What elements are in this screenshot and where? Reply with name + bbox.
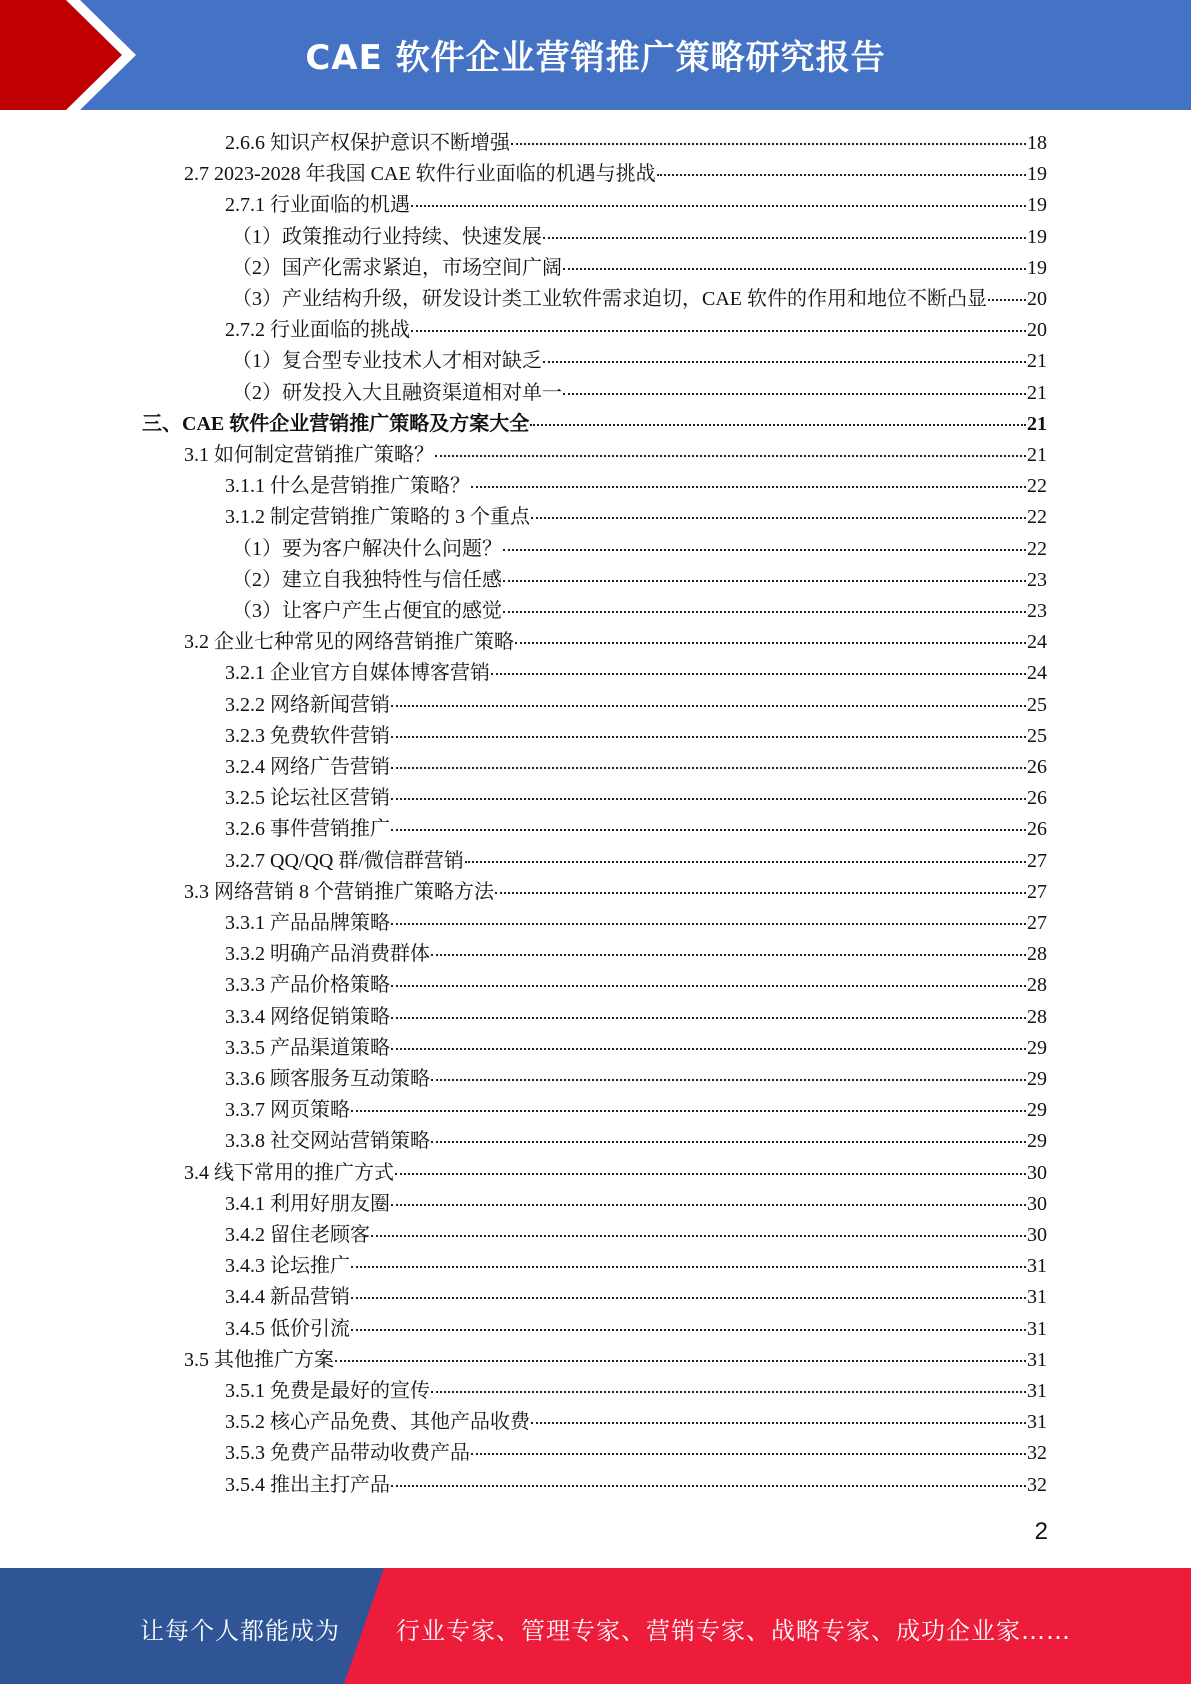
toc-entry[interactable] <box>232 595 1047 623</box>
toc-entry-title: 三、CAE 软件企业营销推广策略及方案大全 <box>142 412 530 435</box>
toc-dot-leader <box>431 1059 1026 1081</box>
toc-dot-leader <box>543 217 1026 239</box>
toc-entry-page: 21 <box>1027 444 1047 466</box>
toc-entry-page: 31 <box>1027 1286 1047 1309</box>
toc-entry[interactable] <box>225 189 1047 217</box>
toc-entry[interactable] <box>225 782 1047 810</box>
toc-entry-title: 3.3.2 明确产品消费群体 <box>225 943 430 966</box>
toc-dot-leader <box>503 529 1026 551</box>
toc-entry-page: 29 <box>1027 1130 1047 1153</box>
toc-entry[interactable] <box>225 501 1047 529</box>
toc-dot-leader <box>431 934 1026 956</box>
toc-entry[interactable] <box>225 907 1047 935</box>
footer-slogan-left: 让每个人都能成为 <box>140 1617 340 1645</box>
toc-entry-page: 27 <box>1027 912 1047 934</box>
toc-entry-page: 19 <box>1027 194 1047 217</box>
toc-dot-leader <box>351 1090 1026 1112</box>
toc-entry[interactable] <box>225 1281 1047 1309</box>
toc-entry[interactable] <box>142 408 1047 436</box>
toc-entry-page: 30 <box>1027 1161 1047 1184</box>
toc-entry-page: 22 <box>1027 506 1047 529</box>
toc-entry[interactable] <box>225 813 1047 841</box>
toc-dot-leader <box>391 716 1026 738</box>
toc-dot-leader <box>530 404 1026 426</box>
toc-entry[interactable] <box>225 1094 1047 1122</box>
toc-entry-page: 26 <box>1027 818 1047 841</box>
header-band <box>0 0 1191 110</box>
toc-dot-leader <box>391 747 1026 769</box>
toc-entry-title: 3.3.3 产品价格策略 <box>225 974 390 997</box>
toc-entry[interactable] <box>225 751 1047 779</box>
toc-entry-title: （1）政策推动行业持续、快速发展 <box>232 225 542 248</box>
report-title: CAE 软件企业营销推广策略研究报告 <box>305 38 886 78</box>
toc-dot-leader <box>491 653 1026 675</box>
toc-entry[interactable] <box>225 1313 1047 1341</box>
toc-entry[interactable] <box>232 283 1047 311</box>
toc-entry-title: 3.2.1 企业官方自媒体博客营销 <box>225 662 490 685</box>
toc-entry-page: 31 <box>1027 1411 1047 1434</box>
toc-entry[interactable] <box>184 1344 1047 1372</box>
toc-entry-page: 21 <box>1027 350 1047 373</box>
toc-entry-page: 21 <box>1027 412 1047 435</box>
toc-dot-leader <box>371 1215 1026 1237</box>
toc-dot-leader <box>563 373 1026 395</box>
toc-entry-page: 30 <box>1027 1192 1047 1215</box>
toc-dot-leader <box>531 1402 1026 1424</box>
toc-entry[interactable] <box>225 127 1047 155</box>
toc-dot-leader <box>391 1465 1026 1487</box>
toc-dot-leader <box>563 248 1026 270</box>
toc-entry-page: 27 <box>1027 880 1047 903</box>
toc-entry-page: 29 <box>1027 1068 1047 1090</box>
toc-entry-title: 3.1 如何制定营销推广策略？ <box>184 444 434 466</box>
toc-entry-title: 3.3 网络营销 8 个营销推广策略方法 <box>184 880 494 903</box>
toc-dot-leader <box>391 1028 1026 1050</box>
toc-entry-title: 3.2.6 事件营销推广 <box>225 818 390 841</box>
toc-dot-leader <box>391 778 1026 800</box>
toc-entry-title: 3.2 企业七种常见的网络营销推广策略 <box>184 631 514 654</box>
toc-entry-title: 3.2.7 QQ/QQ 群/微信群营销 <box>225 849 464 872</box>
toc-dot-leader <box>988 279 1026 301</box>
toc-entry-title: 3.3.4 网络促销策略 <box>225 1005 390 1028</box>
toc-entry[interactable] <box>225 1406 1047 1434</box>
toc-entry-title: 3.3.8 社交网站营销策略 <box>225 1130 430 1153</box>
toc-entry-page: 19 <box>1027 163 1047 186</box>
toc-entry-page: 29 <box>1027 1036 1047 1059</box>
toc-entry[interactable] <box>225 1375 1047 1403</box>
toc-entry[interactable] <box>184 626 1047 654</box>
toc-entry[interactable] <box>232 252 1047 280</box>
footer-band <box>0 1568 1191 1684</box>
toc-dot-leader <box>395 1153 1026 1175</box>
toc-dot-leader <box>543 341 1026 363</box>
toc-entry-title: 3.4.4 新品营销 <box>225 1286 350 1309</box>
toc-dot-leader <box>503 560 1026 582</box>
toc-dot-leader <box>411 310 1026 332</box>
toc-entry[interactable] <box>232 377 1047 405</box>
toc-entry[interactable] <box>225 1250 1047 1278</box>
toc-entry-page: 24 <box>1027 662 1047 685</box>
toc-entry-page: 25 <box>1027 724 1047 747</box>
toc-entry-title: 3.5 其他推广方案 <box>184 1348 334 1371</box>
toc-entry[interactable] <box>225 1188 1047 1216</box>
toc-entry-title: 3.2.3 免费软件营销 <box>225 724 390 747</box>
toc-entry-title: 3.3.6 顾客服务互动策略 <box>225 1068 430 1090</box>
toc-dot-leader <box>465 841 1026 863</box>
toc-entry[interactable] <box>225 938 1047 966</box>
toc-entry-title: （2）建立自我独特性与信任感 <box>232 568 502 591</box>
toc-entry-title: 3.4.3 论坛推广 <box>225 1255 350 1278</box>
toc-entry-title: 2.6.6 知识产权保护意识不断增强 <box>225 132 510 154</box>
toc-dot-leader <box>391 685 1026 707</box>
toc-entry-title: 3.2.4 网络广告营销 <box>225 756 390 778</box>
toc-dot-leader <box>335 1340 1026 1362</box>
toc-entry-title: （3）让客户产生占便宜的感觉 <box>232 600 502 622</box>
toc-entry[interactable] <box>184 876 1047 904</box>
toc-entry-page: 19 <box>1027 256 1047 279</box>
toc-entry-title: 3.3.5 产品渠道策略 <box>225 1036 390 1059</box>
toc-entry[interactable] <box>225 1001 1047 1029</box>
toc-dot-leader <box>391 1184 1026 1206</box>
toc-dot-leader <box>657 154 1026 176</box>
toc-entry-title: （2）国产化需求紧迫，市场空间广阔 <box>232 256 562 279</box>
toc-entry-title: 3.2.2 网络新闻营销 <box>225 693 390 716</box>
toc-entry-title: 3.4 线下常用的推广方式 <box>184 1161 394 1184</box>
toc-entry-page: 28 <box>1027 1005 1047 1028</box>
toc-entry-page: 28 <box>1027 943 1047 966</box>
toc-entry-title: 3.3.1 产品品牌策略 <box>225 912 390 934</box>
toc-entry-title: 3.2.5 论坛社区营销 <box>225 787 390 810</box>
toc-dot-leader <box>391 997 1026 1019</box>
toc-dot-leader <box>515 622 1026 644</box>
toc-entry[interactable] <box>225 470 1047 498</box>
toc-dot-leader <box>495 872 1026 894</box>
toc-entry[interactable] <box>232 345 1047 373</box>
toc-entry-page: 25 <box>1027 693 1047 716</box>
toc-dot-leader <box>503 591 1026 613</box>
toc-entry-title: 2.7.2 行业面临的挑战 <box>225 319 410 342</box>
toc-entry-page: 19 <box>1027 225 1047 248</box>
page-number: 2 <box>1034 1518 1048 1545</box>
toc-entry[interactable] <box>184 439 1047 467</box>
toc-entry-title: 3.4.5 低价引流 <box>225 1317 350 1340</box>
toc-entry[interactable] <box>225 845 1047 873</box>
toc-entry-title: （2）研发投入大且融资渠道相对单一 <box>232 381 562 404</box>
toc-dot-leader <box>531 497 1026 519</box>
toc-entry-page: 32 <box>1027 1442 1047 1465</box>
toc-entry-page: 18 <box>1027 132 1047 154</box>
toc-entry[interactable] <box>225 969 1047 997</box>
toc-entry-page: 30 <box>1027 1224 1047 1246</box>
toc-entry[interactable] <box>184 1157 1047 1185</box>
footer-slogan-right: 行业专家、管理专家、营销专家、战略专家、成功企业家…… <box>396 1617 1071 1645</box>
toc-entry-title: 3.4.1 利用好朋友圈 <box>225 1192 390 1215</box>
toc-entry-title: 3.5.3 免费产品带动收费产品 <box>225 1442 470 1465</box>
toc-dot-leader <box>511 123 1026 145</box>
toc-dot-leader <box>391 965 1026 987</box>
toc-dot-leader <box>391 903 1026 925</box>
toc-dot-leader <box>471 466 1026 488</box>
toc-entry-page: 28 <box>1027 974 1047 997</box>
toc-entry-title: 3.1.1 什么是营销推广策略？ <box>225 475 470 498</box>
toc-entry-title: 3.4.2 留住老顾客 <box>225 1224 370 1246</box>
toc-entry-page: 22 <box>1027 475 1047 498</box>
toc-entry-title: 3.3.7 网页策略 <box>225 1099 350 1122</box>
toc-entry[interactable] <box>232 533 1047 561</box>
toc-entry-page: 31 <box>1027 1317 1047 1340</box>
toc-entry-page: 26 <box>1027 756 1047 778</box>
toc-entry-page: 26 <box>1027 787 1047 810</box>
toc-entry-title: （1）要为客户解决什么问题？ <box>232 537 502 560</box>
toc-entry-page: 31 <box>1027 1380 1047 1402</box>
toc-dot-leader <box>431 1371 1026 1393</box>
toc-entry-page: 20 <box>1027 288 1047 310</box>
toc-dot-leader <box>351 1277 1026 1299</box>
toc-dot-leader <box>431 1121 1026 1143</box>
toc-entry[interactable] <box>225 657 1047 685</box>
toc-entry-title: 3.5.2 核心产品免费、其他产品收费 <box>225 1411 530 1434</box>
toc-entry-page: 22 <box>1027 537 1047 560</box>
toc-entry-title: 2.7 2023-2028 年我国 CAE 软件行业面临的机遇与挑战 <box>184 163 656 186</box>
toc-entry-page: 27 <box>1027 849 1047 872</box>
toc-entry-page: 20 <box>1027 319 1047 342</box>
toc-entry[interactable] <box>184 158 1047 186</box>
toc-entry[interactable] <box>225 689 1047 717</box>
toc-entry[interactable] <box>225 1063 1047 1091</box>
toc-entry-page: 32 <box>1027 1473 1047 1496</box>
toc-entry-title: 2.7.1 行业面临的机遇 <box>225 194 410 217</box>
toc-entry-title: （1）复合型专业技术人才相对缺乏 <box>232 350 542 373</box>
toc-entry[interactable] <box>225 1032 1047 1060</box>
toc-entry-page: 23 <box>1027 568 1047 591</box>
toc-entry[interactable] <box>225 1219 1047 1247</box>
toc-entry[interactable] <box>225 1437 1047 1465</box>
toc-entry[interactable] <box>225 720 1047 748</box>
toc-entry-page: 31 <box>1027 1255 1047 1278</box>
toc-dot-leader <box>435 435 1026 457</box>
toc-entry-page: 24 <box>1027 631 1047 654</box>
toc-entry[interactable] <box>232 564 1047 592</box>
toc-entry-page: 23 <box>1027 600 1047 622</box>
toc-entry[interactable] <box>225 1125 1047 1153</box>
toc-entry-page: 31 <box>1027 1348 1047 1371</box>
toc-dot-leader <box>411 185 1026 207</box>
toc-dot-leader <box>351 1309 1026 1331</box>
toc-entry[interactable] <box>225 1469 1047 1497</box>
toc-dot-leader <box>471 1433 1026 1455</box>
toc-entry-page: 21 <box>1027 381 1047 404</box>
toc-entry[interactable] <box>225 314 1047 342</box>
toc-dot-leader <box>351 1246 1026 1268</box>
toc-entry-title: 3.5.1 免费是最好的宣传 <box>225 1380 430 1402</box>
toc-entry-title: （3）产业结构升级，研发设计类工业软件需求迫切，CAE 软件的作用和地位不断凸显 <box>232 288 987 310</box>
toc-entry-title: 3.1.2 制定营销推广策略的 3 个重点 <box>225 506 530 529</box>
toc-entry[interactable] <box>232 221 1047 249</box>
toc-entry-page: 29 <box>1027 1099 1047 1122</box>
toc-entry-title: 3.5.4 推出主打产品 <box>225 1473 390 1496</box>
toc-dot-leader <box>391 809 1026 831</box>
